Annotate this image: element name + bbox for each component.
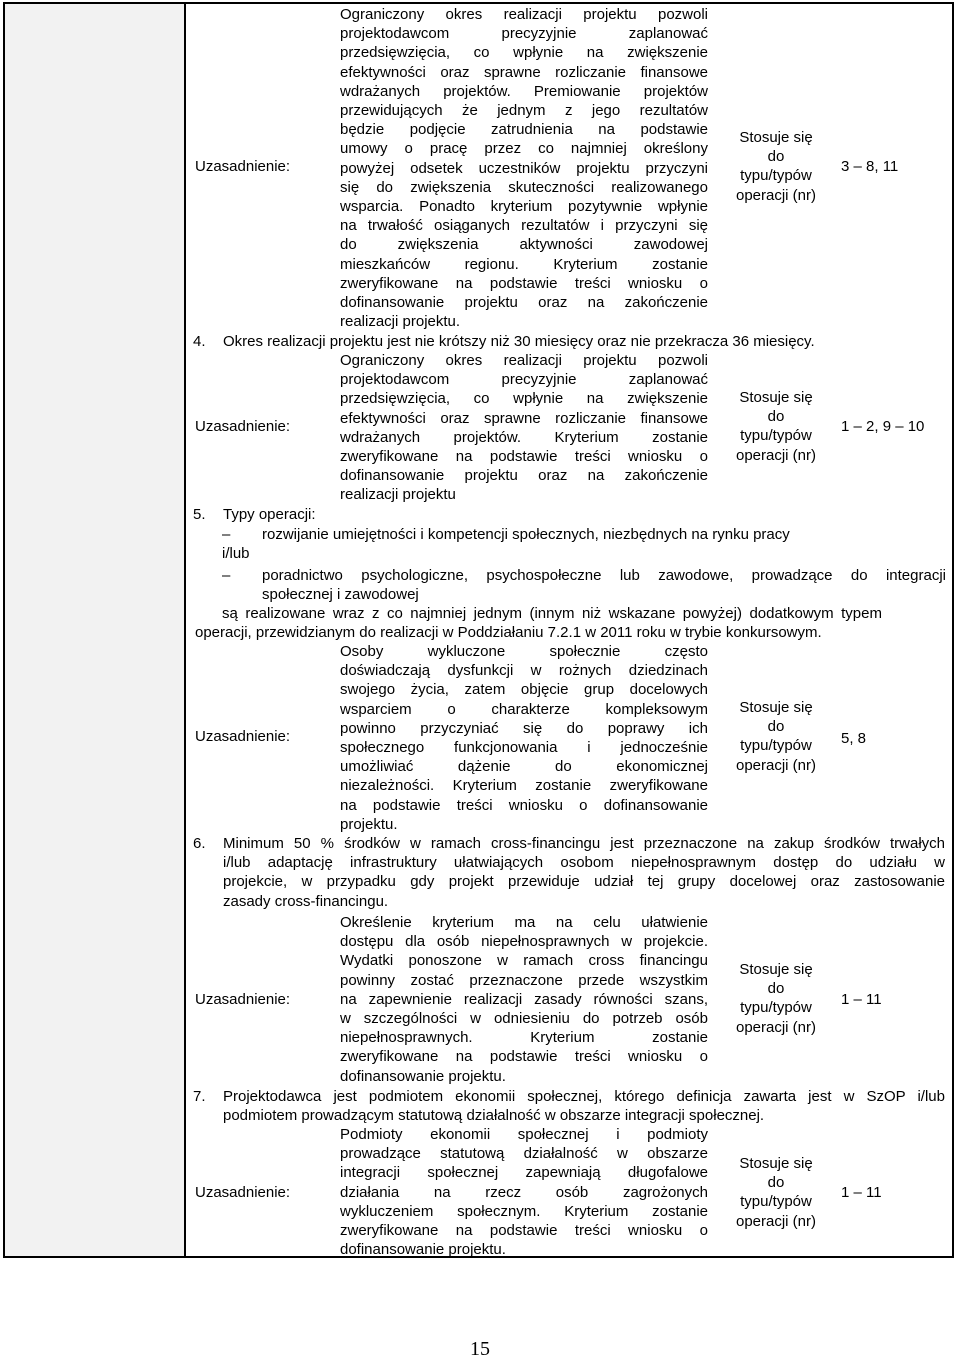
text-line: na trwałość osiąganych rezultatów i przyczyni się [340,217,708,235]
text-line: Podmioty ekonomii społecznej i podmioty [340,1126,708,1143]
text-line: dofinansowanie projektu. [340,1241,506,1259]
text-line: powinny zostać przeznaczone przede wszystkim [340,971,708,989]
text-line: do [767,1174,785,1192]
text-line: do [767,408,785,426]
or-text: i/lub [222,545,250,562]
text-line: umożliwiać dążenie do ekonomicznej [340,758,708,776]
justification-label: Uzasadnienie: [195,1184,291,1201]
applies-to-label [728,128,824,205]
dash-bullet: – [222,567,231,584]
text-line: typu/typów [740,167,812,185]
text-line: Stosuje się [739,1155,813,1172]
text-line: Projektodawca jest podmiotem ekonomii społecznej, którego definicja zawarta jest w SzOP i/lub [223,1088,945,1105]
text-line: zweryfikowane na podstawie treści wniosku o [340,1048,708,1066]
text-line: umowy o pracę przez co najmniej określony [340,140,708,158]
text-line: prowadzące statutową działalność w obszarze [340,1145,708,1163]
text-line: mieszkańców regionu. Kryterium zostanie [340,255,708,273]
text-line: działania na rzecz osób zagrożonych [340,1183,708,1201]
dash-bullet: – [222,526,231,543]
text-line: Stosuje się [739,699,813,716]
text-line: operacji (nr) [735,756,817,774]
text-line: typu/typów [740,999,812,1017]
text-line: Wydatki ponoszone w ramach cross financingu [340,952,708,970]
criterion-tail: operacji, przewidzianym do realizacji w Poddziałaniu 7.2.1 w 2011 roku w trybie konkursowym. [195,624,822,641]
text-line: Ograniczony okres realizacji projektu pozwoli [340,6,708,23]
justification-text [340,642,708,834]
applies-to-label [728,960,824,1037]
text-line: Stosuje się [739,389,813,406]
text-line: efektywności oraz sprawne rozliczanie finansowe [340,409,708,427]
text-line: typu/typów [740,1193,812,1211]
criterion-text [223,834,945,911]
text-line: projektodawcom precyzyjnie zaplanować [340,371,708,389]
text-line: powyżej odsetek uczestników projektu przyczyni [340,159,708,177]
text-line: Stosuje się [739,961,813,978]
text-line: dofinansowanie projektu oraz na zakończenie [340,294,708,312]
operation-types-value: 1 – 11 [841,991,882,1008]
text-line: zweryfikowane na podstawie treści wniosku o [340,448,708,466]
text-line: przewidujących że jednym z jego rezultatów [340,102,708,120]
justification-text [340,351,708,505]
text-line: podmiotem prowadzącym statutową działalność w obszarze integracji społecznej. [223,1107,765,1125]
text-line: dostępu dla osób niepełnosprawnych w projekcie. [340,933,708,951]
criterion-number: 6. [193,835,206,852]
text-line: Określenie kryterium ma na celu ułatwienie [340,914,708,931]
text-line: przedsięwzięcia, co wpłynie na zwiększenie [340,390,708,408]
text-line: na zapewnienie realizacji zasady równości szans, [340,990,708,1008]
criterion-text: Okres realizacji projektu jest nie krótszy niż 30 miesięcy oraz nie przekracza 36 miesięcy. [223,333,815,350]
text-line: integracji społecznej zapewniają długofalowe [340,1164,708,1182]
criterion-number: 7. [193,1088,206,1105]
text-line: na podstawie treści wniosku o dofinansowanie [340,796,708,814]
justification-text [340,5,708,331]
text-line: niepełnosprawnych. Kryterium zostanie [340,1029,708,1047]
text-line: będzie podjęcie zatrudnienia na podstawie [340,121,708,139]
text-line: społecznej i zawodowej [262,586,419,604]
criterion-number: 4. [193,333,206,350]
text-line: Stosuje się [739,129,813,146]
text-line: operacji (nr) [735,446,817,464]
text-line: projektu. [340,815,398,833]
justification-text [340,1125,708,1259]
text-line: się do zwiększenia skuteczności realizowanego [340,178,708,196]
justification-label: Uzasadnienie: [195,728,291,745]
text-line: Minimum 50 % środków w ramach cross-financingu jest przeznaczone na zakup środków trwałych [223,835,945,852]
justification-label: Uzasadnienie: [195,418,291,435]
applies-to-label [728,388,824,465]
criterion-heading: Typy operacji: [223,506,316,523]
text-line: projektodawcom precyzyjnie zaplanować [340,25,708,43]
operation-type-item: rozwijanie umiejętności i kompetencji społecznych, niezbędnych na rynku pracy [262,526,790,543]
text-line: dofinansowanie projektu. [340,1067,506,1085]
text-line: realizacji projektu [340,486,456,504]
text-line: przedsięwzięcia, co wpłynie na zwiększenie [340,44,708,62]
operation-types-value: 5, 8 [841,730,867,747]
text-line: realizacji projektu. [340,313,461,331]
text-line: niezależności. Kryterium zostanie zweryfikowane [340,777,708,795]
operation-types-value: 1 – 2, 9 – 10 [841,418,925,435]
criterion-tail [222,604,882,623]
applies-to-label [728,698,824,775]
applies-to-label [728,1154,824,1231]
text-line: zasady cross-financingu. [223,892,389,910]
text-line: do [767,718,785,736]
text-line: Osoby wykluczone społecznie często [340,643,708,660]
criterion-number: 5. [193,506,206,523]
text-line: wykluczeniem społecznym. Kryterium zostanie [340,1202,708,1220]
page-number: 15 [470,1338,490,1360]
operation-type-item [262,566,946,604]
text-line: Ograniczony okres realizacji projektu pozwoli [340,352,708,369]
text-line: dofinansowanie projektu oraz na zakończenie [340,467,708,485]
text-line: operacji (nr) [735,1212,817,1230]
justification-text [340,913,708,1086]
text-line: wsparcia. Ponadto kryterium pozytywnie wpłynie [340,198,708,216]
operation-types-value: 1 – 11 [841,1184,882,1201]
text-line: do [767,148,785,166]
text-line: społecznego funkcjonowania i jednocześnie [340,739,708,757]
text-line: poradnictwo psychologiczne, psychospołeczne lub zawodowe, prowadzące do integracji [262,567,946,584]
text-line: efektywności oraz sprawne rozliczanie finansowe [340,63,708,81]
text-line: i/lub adaptację infrastruktury ułatwiających osobom niepełnosprawnym dostęp do udziału w [223,854,945,872]
text-line: wsparciem o charakterze kompleksowym [340,700,708,718]
text-line: operacji (nr) [735,1018,817,1036]
text-line: operacji (nr) [735,186,817,204]
justification-label: Uzasadnienie: [195,158,291,175]
text-line: zweryfikowane na podstawie treści wniosku o [340,274,708,292]
text-line: powinno przyczyniać się do poprawy ich [340,719,708,737]
justification-label: Uzasadnienie: [195,991,291,1008]
criterion-text [223,1087,945,1125]
text-line: wdrażanych projektów. Premiowanie projektów [340,82,708,100]
text-line: w szczególności w odniesieniu do potrzeb osób [340,1010,708,1028]
text-line: typu/typów [740,427,812,445]
text-line: do [767,980,785,998]
text-line: wdrażanych projektów. Kryterium zostanie [340,428,708,446]
text-line: zweryfikowane na podstawie treści wniosku o [340,1222,708,1240]
text-line: typu/typów [740,737,812,755]
text-line: do zwiększenia aktywności zawodowej [340,236,708,254]
text-line: doświadczają dysfunkcji w rożnych dziedzinach [340,662,708,680]
text-line: projekcie, w przypadku gdy projekt przewiduje udział tej grupy docelowej oraz zastosowanie [223,873,945,891]
text-line: swojego życia, zatem objęcie grup docelowych [340,681,708,699]
text-line: są realizowane wraz z co najmniej jednym (innym niż wskazane powyżej) dodatkowym typem [222,605,882,622]
operation-types-value: 3 – 8, 11 [841,158,899,175]
